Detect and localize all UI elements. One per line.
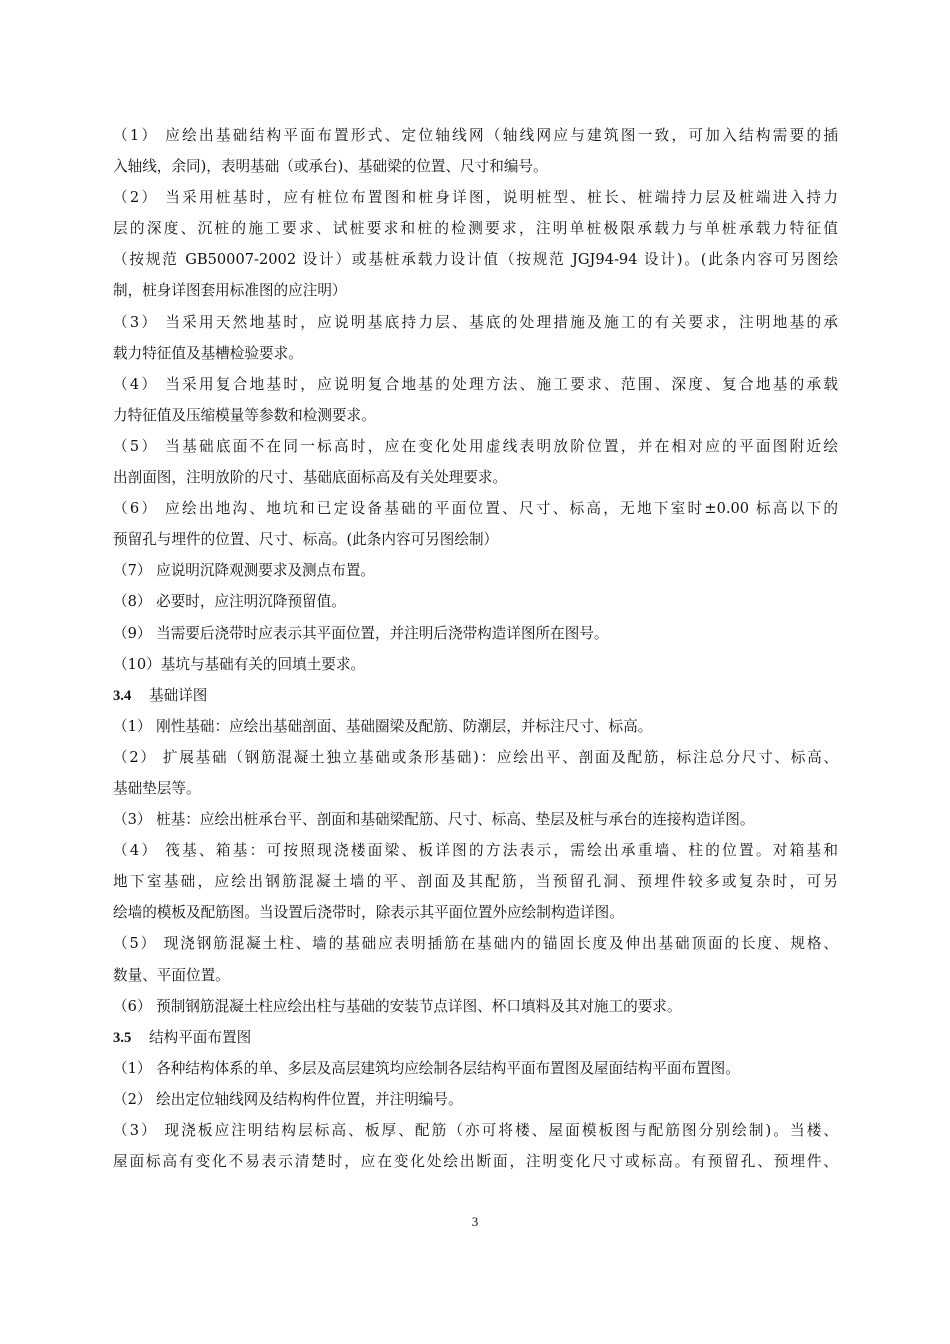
section-number: 3.5 [113, 1029, 132, 1046]
section-number: 3.4 [113, 687, 132, 704]
paragraph-line: 入轴线，余同)，表明基础（或承台)、基础梁的位置、尺寸和编号。 [113, 158, 548, 176]
paragraph-line: （6） 预制钢筋混凝土柱应绘出柱与基础的安装节点详图、杯口填料及其对施工的要求。 [113, 997, 682, 1015]
paragraph-line: （1） 刚性基础：应绘出基础剖面、基础圈梁及配筋、防潮层，并标注尺寸、标高。 [113, 717, 653, 735]
paragraph-line: 屋面标高有变化不易表示清楚时，应在变化处绘出断面，注明变化尺寸或标高。有预留孔、预埋件、 [113, 1153, 838, 1171]
paragraph-line: （3） 当采用天然地基时，应说明基底持力层、基底的处理措施及施工的有关要求，注明地基的承 [113, 313, 838, 331]
paragraph-line: （3） 现浇板应注明结构层标高、板厚、配筋（亦可将楼、屋面模板图与配筋图分别绘制)。当楼、 [113, 1122, 838, 1139]
paragraph-line: （按规范 GB50007-2002 设计）或基桩承载力设计值（按规范 JGJ94-94 设计)。(此条内容可另图绘 [113, 251, 838, 269]
paragraph-line: （10）基坑与基础有关的回填土要求。 [113, 655, 366, 673]
section-title: 基础详图 [149, 686, 208, 704]
section-title: 结构平面布置图 [149, 1028, 252, 1046]
paragraph-line: 出剖面图，注明放阶的尺寸、基础底面标高及有关处理要求。 [113, 469, 508, 487]
paragraph-line: 数量、平面位置。 [113, 966, 230, 984]
paragraph-line: （5） 当基础底面不在同一标高时，应在变化处用虚线表明放阶位置，并在相对应的平面图附近绘 [113, 437, 838, 455]
paragraph-line: 地下室基础，应绘出钢筋混凝土墙的平、剖面及其配筋，当预留孔洞、预埋件较多或复杂时，可另 [113, 873, 838, 891]
paragraph-line: （1） 各种结构体系的单、多层及高层建筑均应绘制各层结构平面布置图及屋面结构平面布置图。 [113, 1059, 740, 1077]
paragraph-line: 层的深度、沉桩的施工要求、试桩要求和桩的检测要求，注明单桩极限承载力与单桩承载力特征值 [113, 220, 838, 238]
paragraph-line: 载力特征值及基槽检验要求。 [113, 344, 303, 362]
paragraph-line: 制，桩身详图套用标准图的应注明） [113, 282, 347, 300]
paragraph-line: （4） 当采用复合地基时，应说明复合地基的处理方法、施工要求、范围、深度、复合地基的承载 [113, 375, 838, 393]
paragraph-line: （6） 应绘出地沟、地坑和已定设备基础的平面位置、尺寸、标高，无地下室时±0.00 标高以下的 [113, 500, 838, 518]
paragraph-line: （2） 当采用桩基时，应有桩位布置图和桩身详图，说明桩型、桩长、桩端持力层及桩端进入持力 [113, 189, 838, 207]
document-body [113, 120, 838, 1177]
paragraph-line: （1） 应绘出基础结构平面布置形式、定位轴线网（轴线网应与建筑图一致，可加入结构需要的插 [113, 127, 838, 144]
page-number: 3 [471, 1214, 479, 1229]
paragraph-line: 预留孔与埋件的位置、尺寸、标高。(此条内容可另图绘制） [113, 531, 499, 549]
paragraph-line: （2） 绘出定位轴线网及结构构件位置，并注明编号。 [113, 1090, 463, 1108]
paragraph-line: （3） 桩基：应绘出桩承台平、剖面和基础梁配筋、尺寸、标高、垫层及桩与承台的连接构造详图。 [113, 811, 755, 829]
paragraph-line: （2） 扩展基础（钢筋混凝土独立基础或条形基础)：应绘出平、剖面及配筋，标注总分尺寸、标高、 [113, 748, 838, 766]
paragraph-line: 绘墙的模板及配筋图。当设置后浇带时，除表示其平面位置外应绘制构造详图。 [113, 904, 624, 922]
section-heading-3-4 [113, 680, 838, 711]
paragraph-line: 力特征值及压缩模量等参数和检测要求。 [113, 406, 376, 424]
paragraph-line: （8） 必要时，应注明沉降预留值。 [113, 593, 346, 611]
paragraph-line: 基础垫层等。 [113, 779, 201, 797]
paragraph-line: （9） 当需要后浇带时应表示其平面位置，并注明后浇带构造详图所在图号。 [113, 624, 609, 642]
paragraph-line: （4） 筏基、箱基：可按照现浇楼面梁、板详图的方法表示，需绘出承重墙、柱的位置。对箱基和 [113, 842, 838, 860]
paragraph-line: （5） 现浇钢筋混凝土柱、墙的基础应表明插筋在基础内的锚固长度及伸出基础顶面的长度、规格、 [113, 935, 838, 953]
paragraph-line: （7） 应说明沉降观测要求及测点布置。 [113, 562, 376, 580]
section-heading-3-5 [113, 1022, 838, 1053]
